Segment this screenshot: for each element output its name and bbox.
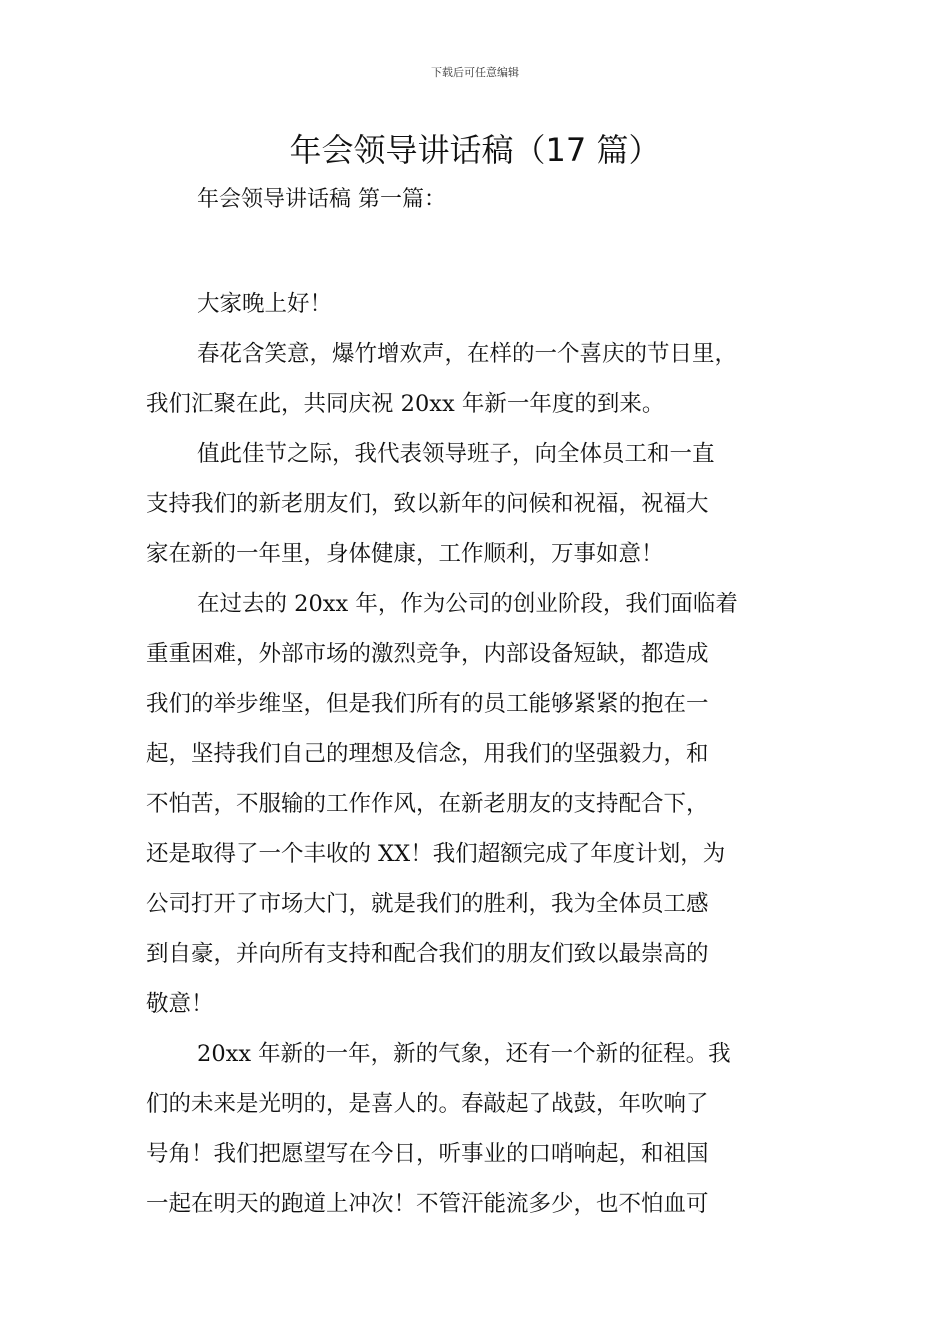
body-line: 到自豪，并向所有支持和配合我们的朋友们致以最崇高的	[146, 941, 709, 967]
body-line: 值此佳节之际，我代表领导班子，向全体员工和一直	[197, 441, 715, 467]
body-line: 春花含笑意，爆竹增欢声，在样的一个喜庆的节日里，	[197, 341, 738, 367]
body-line: 们的未来是光明的，是喜人的。春敲起了战鼓，年吹响了	[146, 1091, 709, 1117]
body-line: 在过去的 20xx 年，作为公司的创业阶段，我们面临着	[197, 591, 738, 617]
body-text	[146, 279, 816, 1229]
body-line: 我们汇聚在此，共同庆祝 20xx 年新一年度的到来。	[146, 391, 665, 417]
body-line: 大家晚上好！	[197, 291, 333, 317]
body-line: 号角！我们把愿望写在今日，听事业的口哨响起，和祖国	[146, 1141, 709, 1167]
body-line: 起，坚持我们自己的理想及信念，用我们的坚强毅力，和	[146, 741, 709, 767]
body-line: 敬意！	[146, 991, 214, 1017]
body-line: 支持我们的新老朋友们，致以新年的问候和祝福，祝福大	[146, 491, 709, 517]
body-line: 家在新的一年里，身体健康，工作顺利，万事如意！	[146, 541, 664, 567]
body-line: 我们的举步维坚，但是我们所有的员工能够紧紧的抱在一	[146, 691, 709, 717]
header-note: 下载后可任意编辑	[431, 66, 519, 79]
body-line: 还是取得了一个丰收的 XX！我们超额完成了年度计划，为	[146, 841, 726, 867]
body-line: 20xx 年新的一年，新的气象，还有一个新的征程。我	[197, 1041, 731, 1067]
body-line: 重重困难，外部市场的激烈竞争，内部设备短缺，都造成	[146, 641, 709, 667]
section-subtitle: 年会领导讲话稿 第一篇：	[197, 187, 446, 212]
document-title: 年会领导讲话稿（17 篇）	[289, 131, 661, 169]
body-line: 公司打开了市场大门，就是我们的胜利，我为全体员工感	[146, 891, 709, 917]
body-line: 一起在明天的跑道上冲次！不管汗能流多少，也不怕血可	[146, 1191, 709, 1217]
body-line: 不怕苦，不服输的工作作风，在新老朋友的支持配合下，	[146, 791, 709, 817]
